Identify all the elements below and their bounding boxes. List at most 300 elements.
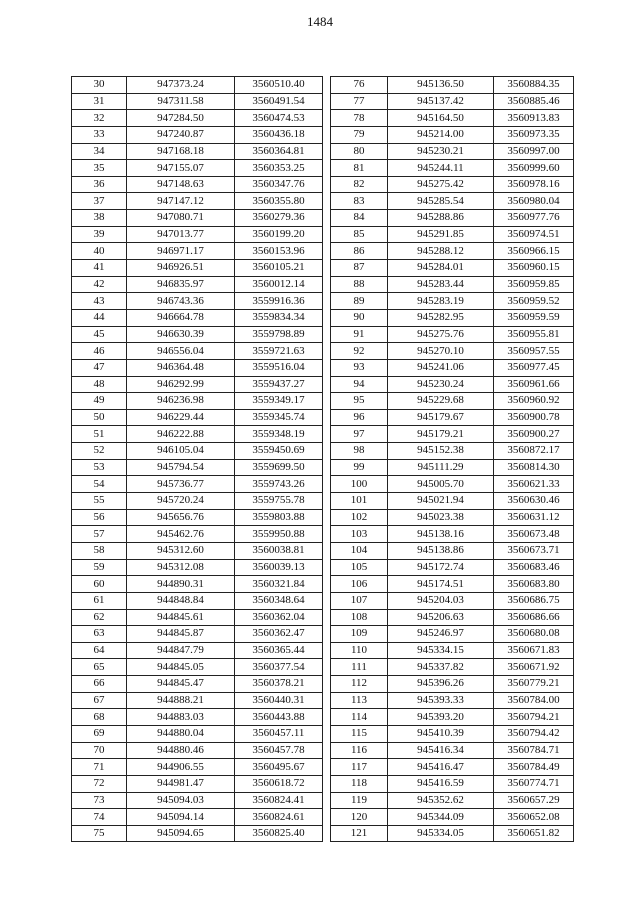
table-row [72,193,323,210]
point-number-cell: 88 [331,276,388,293]
point-number-cell: 32 [72,110,127,127]
x-coordinate-cell: 945312.60 [127,542,235,559]
y-coordinate-cell: 3560960.15 [494,260,574,277]
x-coordinate-cell: 945137.42 [388,93,494,110]
y-coordinate-cell: 3560884.35 [494,77,574,94]
coordinates-table-right [330,76,574,842]
y-coordinate-cell: 3560973.35 [494,126,574,143]
table-row [331,809,574,826]
point-number-cell: 33 [72,126,127,143]
x-coordinate-cell: 947155.07 [127,160,235,177]
x-coordinate-cell: 945230.21 [388,143,494,160]
point-number-cell: 43 [72,293,127,310]
point-number-cell: 115 [331,725,388,742]
table-row [331,359,574,376]
table-row [72,243,323,260]
point-number-cell: 76 [331,77,388,94]
y-coordinate-cell: 3560974.51 [494,226,574,243]
table-row [331,659,574,676]
table-row [72,559,323,576]
y-coordinate-cell: 3560683.80 [494,576,574,593]
y-coordinate-cell: 3560978.16 [494,176,574,193]
y-coordinate-cell: 3559721.63 [235,343,323,360]
x-coordinate-cell: 945244.11 [388,160,494,177]
x-coordinate-cell: 945462.76 [127,526,235,543]
y-coordinate-cell: 3560960.92 [494,393,574,410]
point-number-cell: 48 [72,376,127,393]
x-coordinate-cell: 947240.87 [127,126,235,143]
x-coordinate-cell: 945138.86 [388,542,494,559]
table-row [72,176,323,193]
y-coordinate-cell: 3559516.04 [235,359,323,376]
y-coordinate-cell: 3560279.36 [235,210,323,227]
y-coordinate-cell: 3560347.76 [235,176,323,193]
y-coordinate-cell: 3559798.89 [235,326,323,343]
x-coordinate-cell: 944847.79 [127,642,235,659]
point-number-cell: 99 [331,459,388,476]
x-coordinate-cell: 946926.51 [127,260,235,277]
x-coordinate-cell: 945138.16 [388,526,494,543]
point-number-cell: 83 [331,193,388,210]
x-coordinate-cell: 944890.31 [127,576,235,593]
table-row [331,193,574,210]
y-coordinate-cell: 3560686.75 [494,592,574,609]
table-row [72,792,323,809]
table-row [331,509,574,526]
x-coordinate-cell: 945094.14 [127,809,235,826]
table-row [331,409,574,426]
x-coordinate-cell: 945416.59 [388,775,494,792]
table-row [72,659,323,676]
y-coordinate-cell: 3560353.25 [235,160,323,177]
x-coordinate-cell: 944845.61 [127,609,235,626]
point-number-cell: 69 [72,725,127,742]
y-coordinate-cell: 3560784.00 [494,692,574,709]
point-number-cell: 45 [72,326,127,343]
point-number-cell: 82 [331,176,388,193]
table-row [72,393,323,410]
point-number-cell: 120 [331,809,388,826]
x-coordinate-cell: 945720.24 [127,493,235,510]
x-coordinate-cell: 944848.84 [127,592,235,609]
x-coordinate-cell: 945094.03 [127,792,235,809]
y-coordinate-cell: 3560913.83 [494,110,574,127]
point-number-cell: 35 [72,160,127,177]
y-coordinate-cell: 3560872.17 [494,443,574,460]
point-number-cell: 117 [331,759,388,776]
y-coordinate-cell: 3560153.96 [235,243,323,260]
point-number-cell: 56 [72,509,127,526]
y-coordinate-cell: 3560039.13 [235,559,323,576]
x-coordinate-cell: 945288.86 [388,210,494,227]
y-coordinate-cell: 3560885.46 [494,93,574,110]
x-coordinate-cell: 945393.20 [388,709,494,726]
x-coordinate-cell: 946835.97 [127,276,235,293]
x-coordinate-cell: 945334.05 [388,825,494,842]
y-coordinate-cell: 3560959.52 [494,293,574,310]
y-coordinate-cell: 3560651.82 [494,825,574,842]
point-number-cell: 63 [72,626,127,643]
y-coordinate-cell: 3560365.44 [235,642,323,659]
table-row [72,459,323,476]
y-coordinate-cell: 3560495.67 [235,759,323,776]
y-coordinate-cell: 3560955.81 [494,326,574,343]
x-coordinate-cell: 945246.97 [388,626,494,643]
coordinates-table-left [71,76,323,842]
point-number-cell: 98 [331,443,388,460]
y-coordinate-cell: 3560977.45 [494,359,574,376]
x-coordinate-cell: 945393.33 [388,692,494,709]
y-coordinate-cell: 3560657.29 [494,792,574,809]
x-coordinate-cell: 945410.39 [388,725,494,742]
table-row [331,609,574,626]
y-coordinate-cell: 3560510.40 [235,77,323,94]
x-coordinate-cell: 946236.98 [127,393,235,410]
y-coordinate-cell: 3560673.71 [494,542,574,559]
point-number-cell: 101 [331,493,388,510]
x-coordinate-cell: 945136.50 [388,77,494,94]
x-coordinate-cell: 945416.34 [388,742,494,759]
x-coordinate-cell: 946743.36 [127,293,235,310]
table-row [331,725,574,742]
table-row [331,576,574,593]
x-coordinate-cell: 944883.03 [127,709,235,726]
table-row [72,775,323,792]
point-number-cell: 46 [72,343,127,360]
point-number-cell: 68 [72,709,127,726]
x-coordinate-cell: 945179.21 [388,426,494,443]
y-coordinate-cell: 3559348.19 [235,426,323,443]
point-number-cell: 87 [331,260,388,277]
table-row [72,260,323,277]
table-row [72,609,323,626]
table-row [331,692,574,709]
point-number-cell: 37 [72,193,127,210]
x-coordinate-cell: 946105.04 [127,443,235,460]
point-number-cell: 70 [72,742,127,759]
y-coordinate-cell: 3560348.64 [235,592,323,609]
table-row [72,143,323,160]
point-number-cell: 66 [72,676,127,693]
point-number-cell: 58 [72,542,127,559]
y-coordinate-cell: 3560378.21 [235,676,323,693]
table-row [331,260,574,277]
y-coordinate-cell: 3560959.85 [494,276,574,293]
y-coordinate-cell: 3560997.00 [494,143,574,160]
point-number-cell: 97 [331,426,388,443]
y-coordinate-cell: 3560631.12 [494,509,574,526]
table-row [331,160,574,177]
x-coordinate-cell: 945174.51 [388,576,494,593]
table-row [72,443,323,460]
table-row [331,542,574,559]
y-coordinate-cell: 3560364.81 [235,143,323,160]
y-coordinate-cell: 3560443.88 [235,709,323,726]
x-coordinate-cell: 945352.62 [388,792,494,809]
x-coordinate-cell: 945241.06 [388,359,494,376]
point-number-cell: 61 [72,592,127,609]
y-coordinate-cell: 3560362.47 [235,626,323,643]
table-row [72,576,323,593]
table-row [331,110,574,127]
y-coordinate-cell: 3559755.78 [235,493,323,510]
x-coordinate-cell: 945164.50 [388,110,494,127]
point-number-cell: 60 [72,576,127,593]
table-row [72,542,323,559]
y-coordinate-cell: 3560966.15 [494,243,574,260]
x-coordinate-cell: 947168.18 [127,143,235,160]
y-coordinate-cell: 3560686.66 [494,609,574,626]
y-coordinate-cell: 3560671.92 [494,659,574,676]
x-coordinate-cell: 945023.38 [388,509,494,526]
x-coordinate-cell: 945312.08 [127,559,235,576]
x-coordinate-cell: 945334.15 [388,642,494,659]
x-coordinate-cell: 947147.12 [127,193,235,210]
table-row [72,742,323,759]
point-number-cell: 30 [72,77,127,94]
table-row [72,126,323,143]
x-coordinate-cell: 945285.54 [388,193,494,210]
x-coordinate-cell: 945275.42 [388,176,494,193]
y-coordinate-cell: 3560977.76 [494,210,574,227]
x-coordinate-cell: 944981.47 [127,775,235,792]
point-number-cell: 64 [72,642,127,659]
y-coordinate-cell: 3560961.66 [494,376,574,393]
point-number-cell: 80 [331,143,388,160]
table-row [331,226,574,243]
y-coordinate-cell: 3560440.31 [235,692,323,709]
table-row [331,526,574,543]
y-coordinate-cell: 3560673.48 [494,526,574,543]
x-coordinate-cell: 947148.63 [127,176,235,193]
table-row [331,210,574,227]
point-number-cell: 102 [331,509,388,526]
point-number-cell: 62 [72,609,127,626]
x-coordinate-cell: 945214.00 [388,126,494,143]
point-number-cell: 53 [72,459,127,476]
point-number-cell: 93 [331,359,388,376]
table-row [331,77,574,94]
x-coordinate-cell: 945288.12 [388,243,494,260]
table-row [72,476,323,493]
table-row [331,276,574,293]
point-number-cell: 77 [331,93,388,110]
y-coordinate-cell: 3560794.42 [494,725,574,742]
table-row [72,343,323,360]
y-coordinate-cell: 3560784.71 [494,742,574,759]
point-number-cell: 110 [331,642,388,659]
y-coordinate-cell: 3559349.17 [235,393,323,410]
point-number-cell: 106 [331,576,388,593]
table-row [331,176,574,193]
point-number-cell: 38 [72,210,127,227]
point-number-cell: 54 [72,476,127,493]
x-coordinate-cell: 945337.82 [388,659,494,676]
point-number-cell: 81 [331,160,388,177]
y-coordinate-cell: 3559803.88 [235,509,323,526]
point-number-cell: 67 [72,692,127,709]
point-number-cell: 111 [331,659,388,676]
x-coordinate-cell: 945230.24 [388,376,494,393]
x-coordinate-cell: 944906.55 [127,759,235,776]
table-row [331,143,574,160]
point-number-cell: 104 [331,542,388,559]
point-number-cell: 71 [72,759,127,776]
point-number-cell: 59 [72,559,127,576]
table-row [72,759,323,776]
page-number: 1484 [307,14,333,29]
y-coordinate-cell: 3560474.53 [235,110,323,127]
table-row [331,592,574,609]
point-number-cell: 85 [331,226,388,243]
point-number-cell: 91 [331,326,388,343]
y-coordinate-cell: 3560621.33 [494,476,574,493]
point-number-cell: 114 [331,709,388,726]
table-row [331,476,574,493]
point-number-cell: 39 [72,226,127,243]
table-row [331,759,574,776]
point-number-cell: 65 [72,659,127,676]
point-number-cell: 119 [331,792,388,809]
x-coordinate-cell: 944845.47 [127,676,235,693]
table-row [331,309,574,326]
table-row [72,493,323,510]
y-coordinate-cell: 3559699.50 [235,459,323,476]
x-coordinate-cell: 945152.38 [388,443,494,460]
y-coordinate-cell: 3560999.60 [494,160,574,177]
x-coordinate-cell: 944880.04 [127,725,235,742]
table-row [72,709,323,726]
y-coordinate-cell: 3560377.54 [235,659,323,676]
x-coordinate-cell: 945021.94 [388,493,494,510]
x-coordinate-cell: 946971.17 [127,243,235,260]
point-number-cell: 107 [331,592,388,609]
x-coordinate-cell: 946630.39 [127,326,235,343]
y-coordinate-cell: 3560362.04 [235,609,323,626]
y-coordinate-cell: 3560824.61 [235,809,323,826]
table-row [331,426,574,443]
table-row [72,309,323,326]
point-number-cell: 84 [331,210,388,227]
x-coordinate-cell: 946292.99 [127,376,235,393]
x-coordinate-cell: 946222.88 [127,426,235,443]
x-coordinate-cell: 945111.29 [388,459,494,476]
point-number-cell: 49 [72,393,127,410]
table-row [331,443,574,460]
point-number-cell: 42 [72,276,127,293]
point-number-cell: 51 [72,426,127,443]
table-row [72,110,323,127]
x-coordinate-cell: 947284.50 [127,110,235,127]
y-coordinate-cell: 3560900.78 [494,409,574,426]
table-row [331,559,574,576]
point-number-cell: 112 [331,676,388,693]
table-row [331,459,574,476]
x-coordinate-cell: 944845.05 [127,659,235,676]
table-row [331,493,574,510]
x-coordinate-cell: 945283.44 [388,276,494,293]
y-coordinate-cell: 3560671.83 [494,642,574,659]
point-number-cell: 41 [72,260,127,277]
table-row [72,210,323,227]
y-coordinate-cell: 3560900.27 [494,426,574,443]
table-row [72,93,323,110]
x-coordinate-cell: 945270.10 [388,343,494,360]
table-row [72,409,323,426]
point-number-cell: 73 [72,792,127,809]
x-coordinate-cell: 946229.44 [127,409,235,426]
y-coordinate-cell: 3559450.69 [235,443,323,460]
x-coordinate-cell: 945416.47 [388,759,494,776]
y-coordinate-cell: 3560959.59 [494,309,574,326]
y-coordinate-cell: 3560824.41 [235,792,323,809]
point-number-cell: 96 [331,409,388,426]
table-row [72,426,323,443]
table-row [331,742,574,759]
table-row [72,592,323,609]
table-row [331,243,574,260]
y-coordinate-cell: 3560784.49 [494,759,574,776]
point-number-cell: 105 [331,559,388,576]
y-coordinate-cell: 3560814.30 [494,459,574,476]
table-row [72,226,323,243]
y-coordinate-cell: 3560774.71 [494,775,574,792]
table-row [72,376,323,393]
y-coordinate-cell: 3559743.26 [235,476,323,493]
x-coordinate-cell: 945204.03 [388,592,494,609]
table-row [72,725,323,742]
y-coordinate-cell: 3560457.78 [235,742,323,759]
table-row [331,93,574,110]
y-coordinate-cell: 3559916.36 [235,293,323,310]
y-coordinate-cell: 3560457.11 [235,725,323,742]
point-number-cell: 95 [331,393,388,410]
table-row [331,293,574,310]
y-coordinate-cell: 3560794.21 [494,709,574,726]
point-number-cell: 74 [72,809,127,826]
point-number-cell: 89 [331,293,388,310]
x-coordinate-cell: 945344.09 [388,809,494,826]
x-coordinate-cell: 945179.67 [388,409,494,426]
table-row [331,676,574,693]
table-row [331,126,574,143]
x-coordinate-cell: 944888.21 [127,692,235,709]
x-coordinate-cell: 945094.65 [127,825,235,842]
y-coordinate-cell: 3560957.55 [494,343,574,360]
table-row [72,509,323,526]
y-coordinate-cell: 3560618.72 [235,775,323,792]
x-coordinate-cell: 945794.54 [127,459,235,476]
point-number-cell: 55 [72,493,127,510]
point-number-cell: 86 [331,243,388,260]
y-coordinate-cell: 3560436.18 [235,126,323,143]
point-number-cell: 78 [331,110,388,127]
point-number-cell: 108 [331,609,388,626]
y-coordinate-cell: 3560652.08 [494,809,574,826]
x-coordinate-cell: 946556.04 [127,343,235,360]
x-coordinate-cell: 947311.58 [127,93,235,110]
x-coordinate-cell: 945282.95 [388,309,494,326]
y-coordinate-cell: 3560683.46 [494,559,574,576]
point-number-cell: 92 [331,343,388,360]
y-coordinate-cell: 3560355.80 [235,193,323,210]
table-row [331,393,574,410]
table-row [331,775,574,792]
y-coordinate-cell: 3560630.46 [494,493,574,510]
x-coordinate-cell: 946364.48 [127,359,235,376]
x-coordinate-cell: 946664.78 [127,309,235,326]
y-coordinate-cell: 3560825.40 [235,825,323,842]
